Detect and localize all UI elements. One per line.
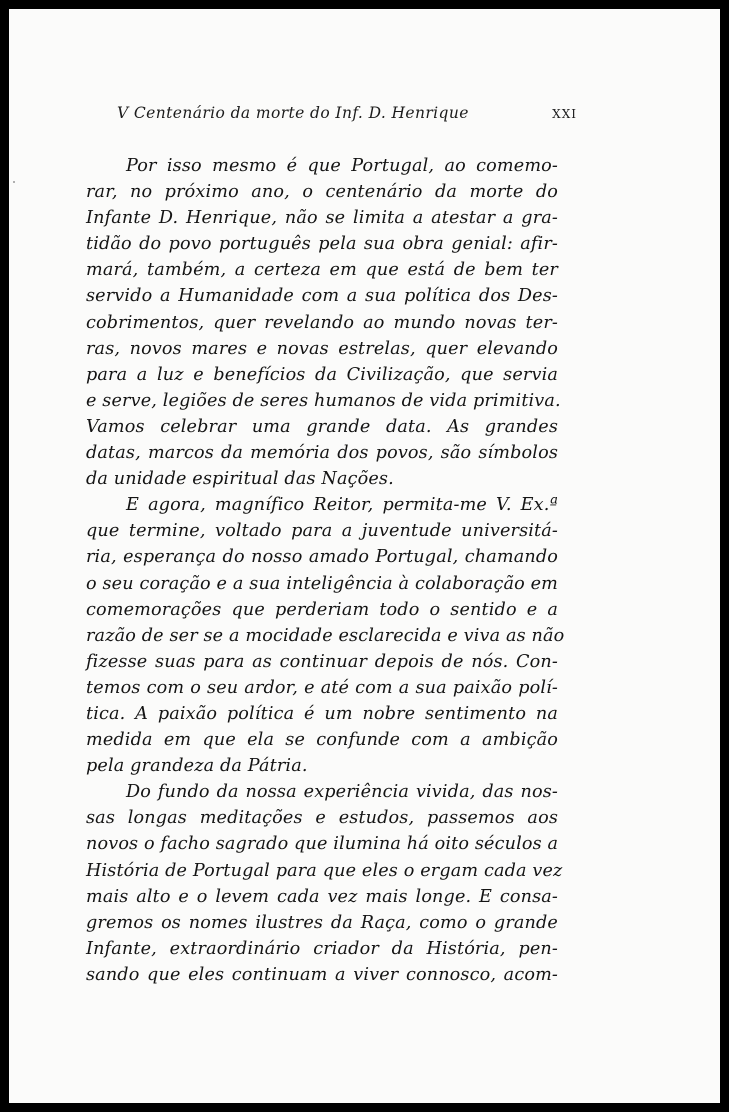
text-line: da unidade espiritual das Nações.: [86, 469, 394, 490]
text-line: Infante, extraordinário criador da História, pen-: [86, 938, 558, 959]
text-line: Vamos celebrar uma grande data. As grandes: [86, 416, 558, 437]
text-line: História de Portugal para que eles o ergam cada vez: [86, 860, 563, 881]
text-line: para a luz e benefícios da Civilização, que servia: [86, 364, 558, 385]
text-line: servido a Humanidade com a sua política dos Des-: [86, 286, 558, 307]
text-line: cobrimentos, quer revelando ao mundo novas ter-: [86, 312, 558, 333]
text-line: sando que eles continuam a viver connosco, acom-: [86, 964, 558, 985]
text-line: gremos os nomes ilustres da Raça, como o grande: [86, 912, 558, 933]
text-line: rar, no próximo ano, o centenário da morte do: [86, 182, 558, 203]
text-line: mará, também, a certeza em que está de bem ter: [86, 260, 558, 281]
text-line: mais alto e o levem cada vez mais longe. E consa-: [86, 886, 558, 907]
text-line: e serve, legiões de seres humanos de vida primitiva.: [86, 390, 561, 411]
text-line: comemorações que perderiam todo o sentido e a: [86, 599, 558, 620]
text-line: tica. A paixão política é um nobre sentimento na: [86, 703, 558, 724]
text-line: datas, marcos da memória dos povos, são símbolos: [86, 443, 558, 464]
paper-speck: [13, 181, 15, 183]
text-line: temos com o seu ardor, e até com a sua paixão polí-: [86, 677, 558, 698]
text-line: Infante D. Henrique, não se limita a atestar a gra-: [86, 208, 558, 229]
text-line: o seu coração e a sua inteligência à colaboração em: [86, 573, 558, 594]
body-text: [86, 153, 565, 988]
book-page: [9, 9, 720, 1103]
text-line: fizesse suas para as continuar depois de nós. Con-: [86, 651, 558, 672]
text-line: ras, novos mares e novas estrelas, quer elevando: [86, 338, 558, 359]
text-line: pela grandeza da Pátria.: [86, 756, 308, 777]
running-header: [117, 104, 577, 122]
text-line: razão de ser se a mocidade esclarecida e viva as não: [86, 625, 565, 646]
text-line: tidão do povo português pela sua obra genial: afir-: [86, 234, 558, 255]
text-line: Por isso mesmo é que Portugal, ao comemo-: [126, 156, 558, 176]
text-line: que termine, voltado para a juventude universitá-: [86, 521, 558, 542]
page-number: XXI: [552, 107, 577, 121]
text-line: novos o facho sagrado que ilumina há oito séculos a: [86, 834, 559, 855]
text-line: medida em que ela se confunde com a ambição: [86, 730, 558, 751]
running-title: V Centenário da morte do Inf. D. Henrique: [117, 104, 469, 122]
text-line: E agora, magnífico Reitor, permita-me V. Ex.ª: [126, 495, 558, 516]
text-line: Do fundo da nossa experiência vivida, das nos-: [126, 782, 558, 803]
text-line: ria, esperança do nosso amado Portugal, chamando: [86, 547, 558, 568]
text-line: sas longas meditações e estudos, passemos aos: [86, 808, 558, 829]
